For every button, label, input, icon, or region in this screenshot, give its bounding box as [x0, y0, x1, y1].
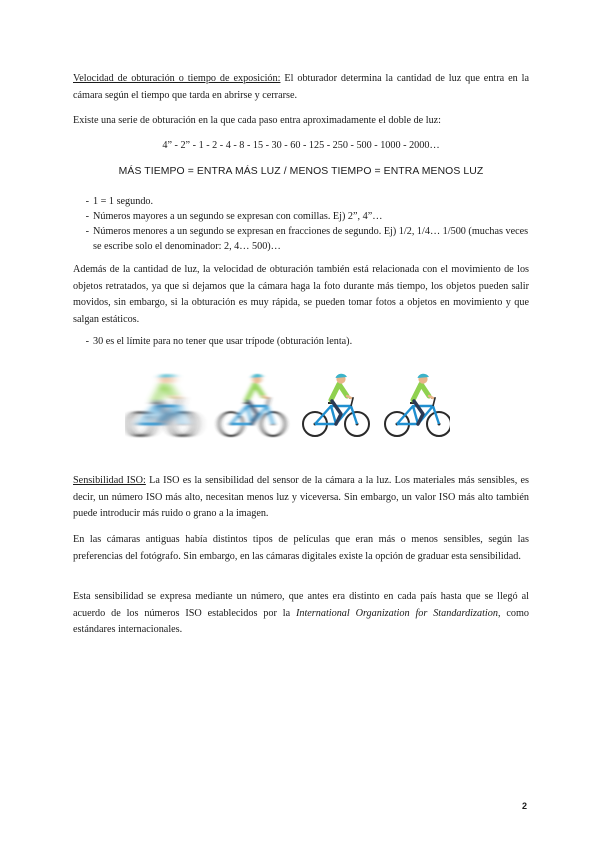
motion-paragraph: Además de la cantidad de luz, la velocidad de obturación también está relacionada con el movimiento de los objetos retratados, ya que si dejamos que la cámara haga la foto durante más tiempo, los objetos pueden salir movidos, sin embargo, si la obturación es muy rápida, se pueden tomar fotos a objetos en movimiento y que salgan estáticos. [73, 264, 529, 325]
iso-paragraph-3 [73, 589, 529, 639]
bullet-item: - Números mayores a un segundo se expresan con comillas. Ej) 2”, 4”… [73, 209, 529, 224]
light-rule: MÁS TIEMPO = ENTRA MÁS LUZ / MENOS TIEMPO = ENTRA MENOS LUZ [118, 166, 484, 177]
shutter-intro-paragraph [73, 71, 529, 104]
bicycle-icon [385, 374, 450, 436]
shutter-heading: Velocidad de obturación o tiempo de exposición: [73, 73, 281, 84]
cyclist-motion-illustration [125, 368, 450, 440]
bicycle-icon [303, 374, 369, 436]
iso-paragraph-2: En las cámaras antiguas había distintos tipos de películas que eran más o menos sensibles, según las preferencias del fotógrafo. Sin embargo, en las cámaras digitales existe la opción de graduar esta sensibilidad. [73, 534, 529, 562]
tripod-bullets [73, 334, 529, 349]
bullet-item: - 30 es el límite para no tener que usar trípode (obturación lenta). [73, 334, 529, 349]
iso-heading: Sensibilidad ISO: [73, 475, 146, 486]
shutter-series: 4” - 2” - 1 - 2 - 4 - 8 - 15 - 30 - 60 - 125 - 250 - 500 - 1000 - 2000… [162, 140, 440, 151]
bullet-item: - Números menores a un segundo se expresan en fracciones de segundo. Ej) 1/2, 1/4… 1/500 (muchas veces se escribe solo el denominador: 2, 4… 500)… [73, 224, 529, 254]
series-intro: Existe una serie de obturación en la que cada paso entra aproximadamente el doble de luz: [73, 115, 442, 126]
shutter-bullets [73, 194, 529, 254]
iso-intro-text: La ISO es la sensibilidad del sensor de la cámara a la luz. Los materiales más sensibles, es decir, un número ISO más alto, necesitan menos luz y viceversa. Sin embargo, un valor ISO más alto también puede introducir más ruido o grano a la imagen. [73, 475, 529, 519]
bicycle-icon [219, 374, 285, 436]
bicycle-icon [127, 374, 193, 436]
iso-paragraph-1 [73, 473, 529, 523]
iso-organization-name: International Organization for Standardization [295, 607, 498, 619]
iso-p3-start: Esta sensibilidad se expresa mediante un número, que antes era distinto en cada país hasta que se llegó al acuerdo de los números ISO establecidos por la [73, 591, 529, 619]
shutter-intro-text: El obturador determina la cantidad de luz que entra en la cámara según el tiempo que tarda en abrirse y cerrarse. [73, 73, 529, 101]
iso-p3-end: , como estándares internacionales. [73, 607, 529, 635]
bullet-item: - 1 = 1 segundo. [73, 194, 529, 209]
page-number: 2 [521, 801, 527, 811]
